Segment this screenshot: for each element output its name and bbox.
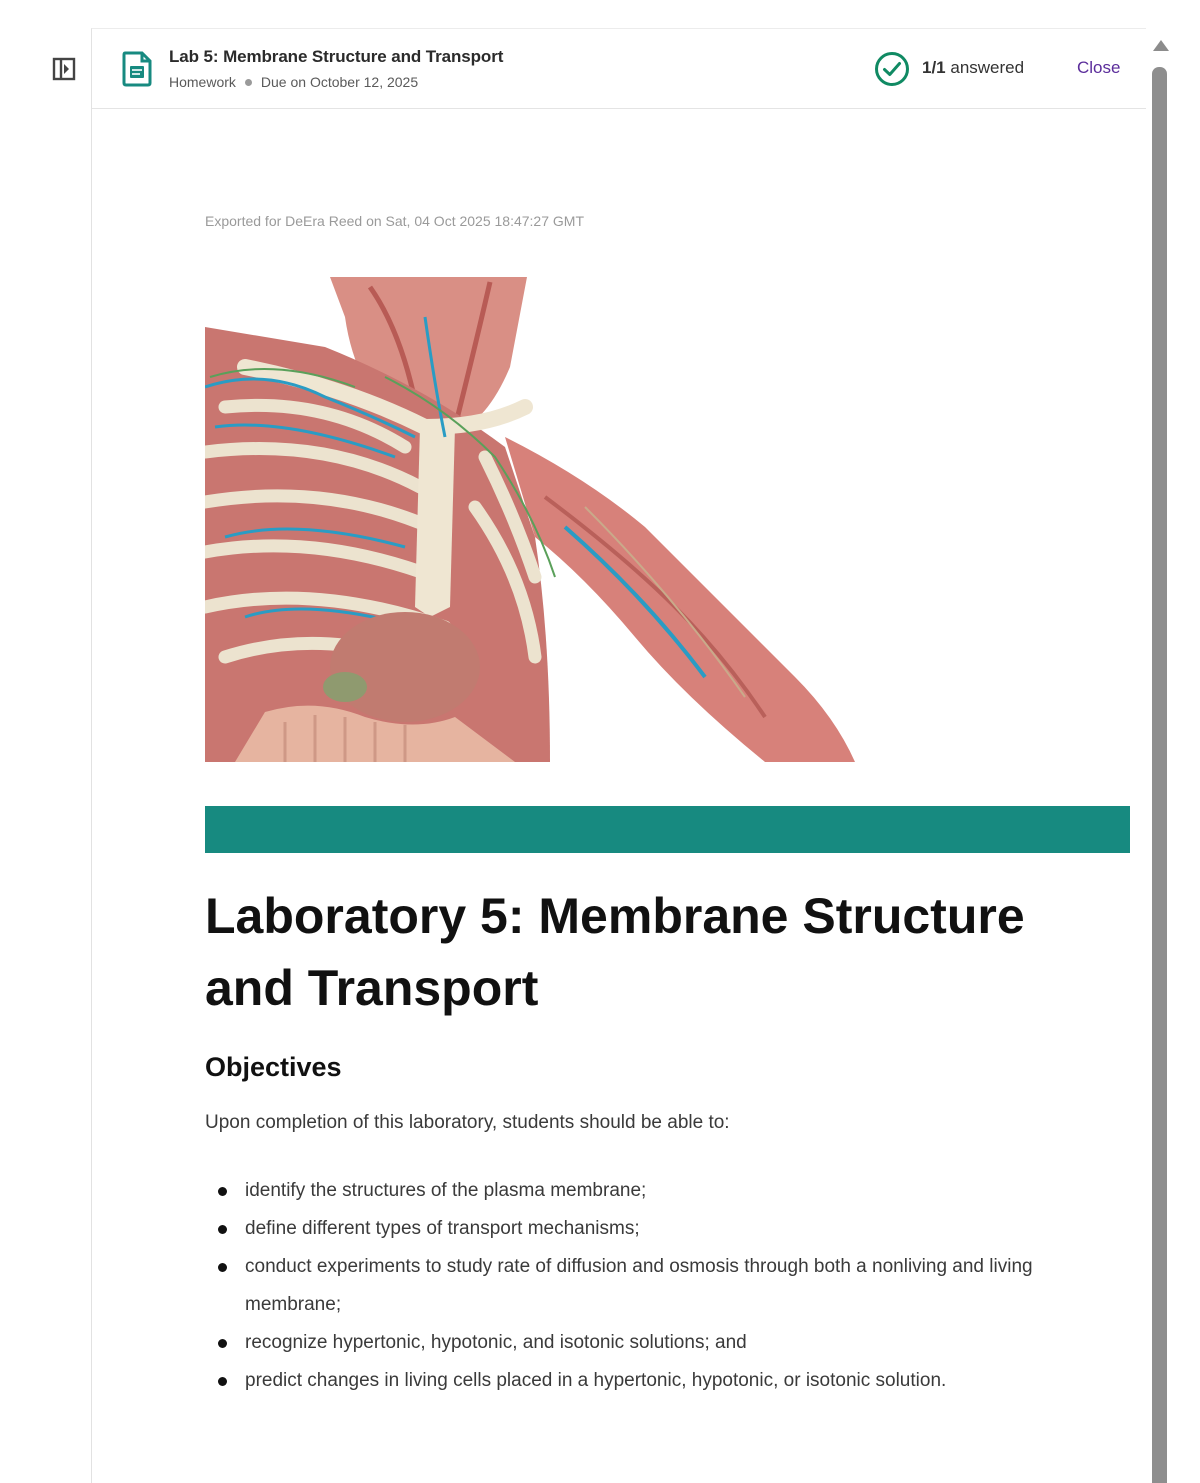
sidebar-toggle-button[interactable] bbox=[52, 57, 76, 81]
accent-banner bbox=[205, 806, 1130, 853]
separator-dot bbox=[245, 79, 252, 86]
answered-count: 1/1 bbox=[922, 58, 946, 77]
vertical-scrollbar[interactable] bbox=[1150, 36, 1170, 1483]
list-item: identify the structures of the plasma membrane; bbox=[205, 1172, 1065, 1210]
assignment-subtitle bbox=[169, 74, 418, 90]
check-circle-icon bbox=[874, 51, 910, 87]
due-date: Due on October 12, 2025 bbox=[260, 74, 419, 90]
export-note: Exported for DeEra Reed on Sat, 04 Oct 2025 18:47:27 GMT bbox=[205, 213, 584, 229]
assignment-title: Lab 5: Membrane Structure and Transport bbox=[169, 47, 504, 66]
lab-title: Laboratory 5: Membrane Structure and Transport bbox=[205, 888, 1025, 1016]
objectives-list bbox=[205, 1172, 1065, 1400]
anatomy-illustration bbox=[205, 277, 855, 762]
objectives-heading: Objectives bbox=[205, 1052, 342, 1082]
scroll-up-arrow-icon[interactable] bbox=[1153, 40, 1169, 51]
document-icon bbox=[122, 51, 152, 87]
assignment-header bbox=[92, 29, 1146, 109]
answered-status bbox=[922, 58, 1024, 78]
objectives-intro: Upon completion of this laboratory, students should be able to: bbox=[205, 1112, 730, 1133]
list-item: conduct experiments to study rate of diffusion and osmosis through both a nonliving and living membrane; bbox=[205, 1248, 1065, 1324]
list-item: recognize hypertonic, hypotonic, and isotonic solutions; and bbox=[205, 1324, 1065, 1362]
scrollbar-thumb[interactable] bbox=[1152, 67, 1167, 1483]
close-button[interactable]: Close bbox=[1077, 58, 1121, 77]
list-item: predict changes in living cells placed in a hypertonic, hypotonic, or isotonic solution. bbox=[205, 1362, 1065, 1400]
sidebar-toggle-icon bbox=[52, 57, 76, 81]
answered-label: answered bbox=[950, 58, 1025, 77]
list-item: define different types of transport mechanisms; bbox=[205, 1210, 1065, 1248]
assignment-category: Homework bbox=[169, 74, 236, 90]
